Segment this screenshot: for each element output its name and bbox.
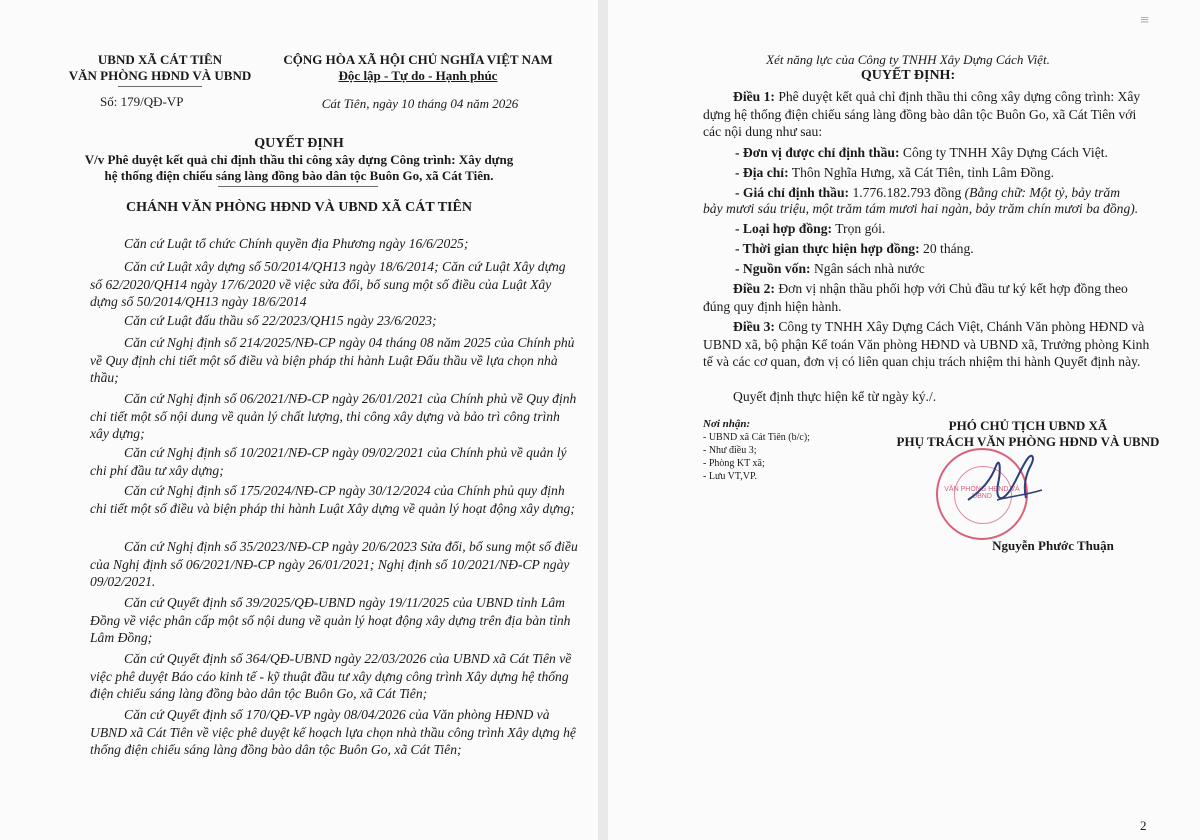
decision-heading: QUYẾT ĐỊNH:	[860, 68, 956, 83]
article-1-text: Phê duyệt kết quả chỉ định thầu thi công xây dựng công trình: Xây dựng hệ thống điện chiếu sáng làng đồng bào dân tộc Buôn Go, xã Cát Tiên với các nội dung như sau:	[703, 89, 1141, 139]
legal-basis-4: Căn cứ Nghị định số 214/2025/NĐ-CP ngày 04 tháng 08 năm 2025 của Chính phủ về Quy định chi tiết một số điều và biện pháp thi hành Luật Đấu thầu về lựa chọn nhà thầu;	[90, 335, 575, 385]
more-icon: ≡	[1140, 12, 1150, 29]
subject-line-1: V/v Phê duyệt kết quả chỉ định thầu thi công xây dựng Công trình: Xây dựng	[84, 152, 514, 167]
signer-name: Nguyễn Phước Thuận	[992, 538, 1114, 553]
article-3: Điều 3: Công ty TNHH Xây Dựng Cách Việt, Chánh Văn phòng HĐND và UBND xã, bộ phận Kế toán Văn phòng HĐND và UBND xã, Trưởng phòng Kinh tế và các cơ quan, đơn vị có liên quan chịu trách nhiệm thi hành Quyết định này.	[703, 319, 1150, 369]
item-duration: - Thời gian thực hiện hợp đồng: 20 tháng.	[735, 241, 974, 256]
document-page-2	[608, 0, 1200, 840]
item-contract-type: - Loại hợp đồng: Trọn gói.	[735, 221, 886, 236]
document-number: Số: 179/QĐ-VP	[100, 94, 184, 109]
signer-title-1: PHÓ CHỦ TỊCH UBND XÃ	[948, 418, 1108, 433]
article-1	[703, 88, 1155, 141]
legal-basis-5: Căn cứ Nghị định số 06/2021/NĐ-CP ngày 26/01/2021 của Chính phủ về Quy định chi tiết một số nội dung về quản lý chất lượng, thi công xây dựng và bảo trì công trình xây dựng;	[90, 391, 577, 441]
recipient-1: - UBND xã Cát Tiên (b/c);	[703, 432, 810, 443]
item-price: - Giá chỉ định thầu: 1.776.182.793 đồng (Bằng chữ: Một tỷ, bảy trăm	[735, 185, 1121, 200]
legal-basis-6: Căn cứ Nghị định số 10/2021/NĐ-CP ngày 09/02/2021 của Chính phủ về quản lý chi phí đầu tư xây dựng;	[90, 445, 567, 478]
intro-line: Xét năng lực của Công ty TNHH Xây Dựng Cách Việt.	[766, 52, 1050, 67]
legal-basis-1: Căn cứ Luật tổ chức Chính quyền địa Phương ngày 16/6/2025;	[124, 236, 469, 251]
nation-line-2: Độc lập - Tự do - Hạnh phúc	[338, 68, 498, 83]
document-type: QUYẾT ĐỊNH	[254, 136, 344, 151]
recipient-2: - Như điều 3;	[703, 445, 757, 456]
place-date: Cát Tiên, ngày 10 tháng 04 năm 2026	[321, 96, 519, 111]
recipient-3: - Phòng KT xã;	[703, 458, 765, 469]
legal-basis-9: Căn cứ Quyết định số 39/2025/QĐ-UBND ngày 19/11/2025 của UBND tỉnh Lâm Đồng về việc phân cấp một số nội dung về quản lý hoạt động xây dựng trên địa bàn tỉnh Lâm Đồng;	[90, 595, 571, 645]
subject-line-2: hệ thống điện chiếu sáng làng đồng bào dân tộc Buôn Go, xã Cát Tiên.	[104, 168, 494, 183]
org-line-2: VĂN PHÒNG HĐND VÀ UBND	[68, 68, 252, 83]
legal-basis-3: Căn cứ Luật đấu thầu số 22/2023/QH15 ngày 23/6/2023;	[124, 313, 437, 328]
legal-basis-7: Căn cứ Nghị định số 175/2024/NĐ-CP ngày 30/12/2024 của Chính phủ quy định chi tiết một số điều và biện pháp thi hành Luật Xây dựng về quản lý hoạt động xây dựng;	[90, 483, 575, 516]
org-line-1: UBND XÃ CÁT TIÊN	[97, 52, 223, 67]
item-contractor: - Đơn vị được chỉ định thầu: Công ty TNHH Xây Dựng Cách Việt.	[735, 145, 1108, 160]
recipient-4: - Lưu VT,VP.	[703, 471, 757, 482]
item-price-words: bảy mươi sáu triệu, một trăm tám mươi hai ngàn, bảy trăm chín mươi ba đồng).	[703, 201, 1139, 216]
article-1-label: Điều 1:	[733, 89, 775, 104]
item-address: - Địa chỉ: Thôn Nghĩa Hưng, xã Cát Tiên, tỉnh Lâm Đồng.	[735, 165, 1055, 180]
legal-basis-11: Căn cứ Quyết định số 170/QĐ-VP ngày 08/04/2026 của Văn phòng HĐND và UBND xã Cát Tiên về việc phê duyệt kế hoạch lựa chọn nhà thầu công trình Xây dựng hệ thống điện chiếu sáng làng đồng bào dân tộc Buôn Go, xã Cát Tiên;	[90, 707, 576, 757]
recipients-title: Nơi nhận:	[703, 418, 751, 430]
stamp-text: VĂN PHÒNG HĐND VÀ UBND	[944, 486, 1020, 500]
issuing-authority: CHÁNH VĂN PHÒNG HĐND VÀ UBND XÃ CÁT TIÊN	[126, 200, 472, 215]
effective-clause: Quyết định thực hiện kể từ ngày ký./.	[733, 389, 937, 404]
article-2: Điều 2: Đơn vị nhận thầu phối hợp với Chủ đầu tư ký kết hợp đồng theo đúng quy định hiện hành.	[703, 281, 1128, 314]
item-funding: - Nguồn vốn: Ngân sách nhà nước	[735, 261, 925, 276]
signer-title-2: PHỤ TRÁCH VĂN PHÒNG HĐND VÀ UBND	[896, 434, 1160, 449]
legal-basis-8: Căn cứ Nghị định số 35/2023/NĐ-CP ngày 20/6/2023 Sửa đổi, bổ sung một số điều của Nghị định số 06/2021/NĐ-CP ngày 26/01/2021; Nghị định số 10/2021/NĐ-CP ngày 09/02/2021.	[90, 539, 578, 589]
legal-basis-2: Căn cứ Luật xây dựng số 50/2014/QH13 ngày 18/6/2014; Căn cứ Luật Xây dựng số 62/2020/QH14 ngày 17/6/2020 về việc sửa đổi, bổ sung một số điều của Luật Xây dựng số 50/2014/QH13 ngày 18/6/2014	[90, 259, 566, 309]
page-number: 2	[1140, 818, 1147, 833]
nation-line-1: CỘNG HÒA XÃ HỘI CHỦ NGHĨA VIỆT NAM	[283, 52, 553, 67]
document-page-1	[0, 0, 598, 840]
legal-basis-10: Căn cứ Quyết định số 364/QĐ-UBND ngày 22/03/2026 của UBND xã Cát Tiên về việc phê duyệt Báo cáo kinh tế - kỹ thuật đầu tư xây dựng công trình Xây dựng hệ thống điện chiếu sáng làng đồng bào dân tộc Buôn Go, xã Cát Tiên;	[90, 651, 572, 701]
signature-mark	[960, 446, 1050, 526]
